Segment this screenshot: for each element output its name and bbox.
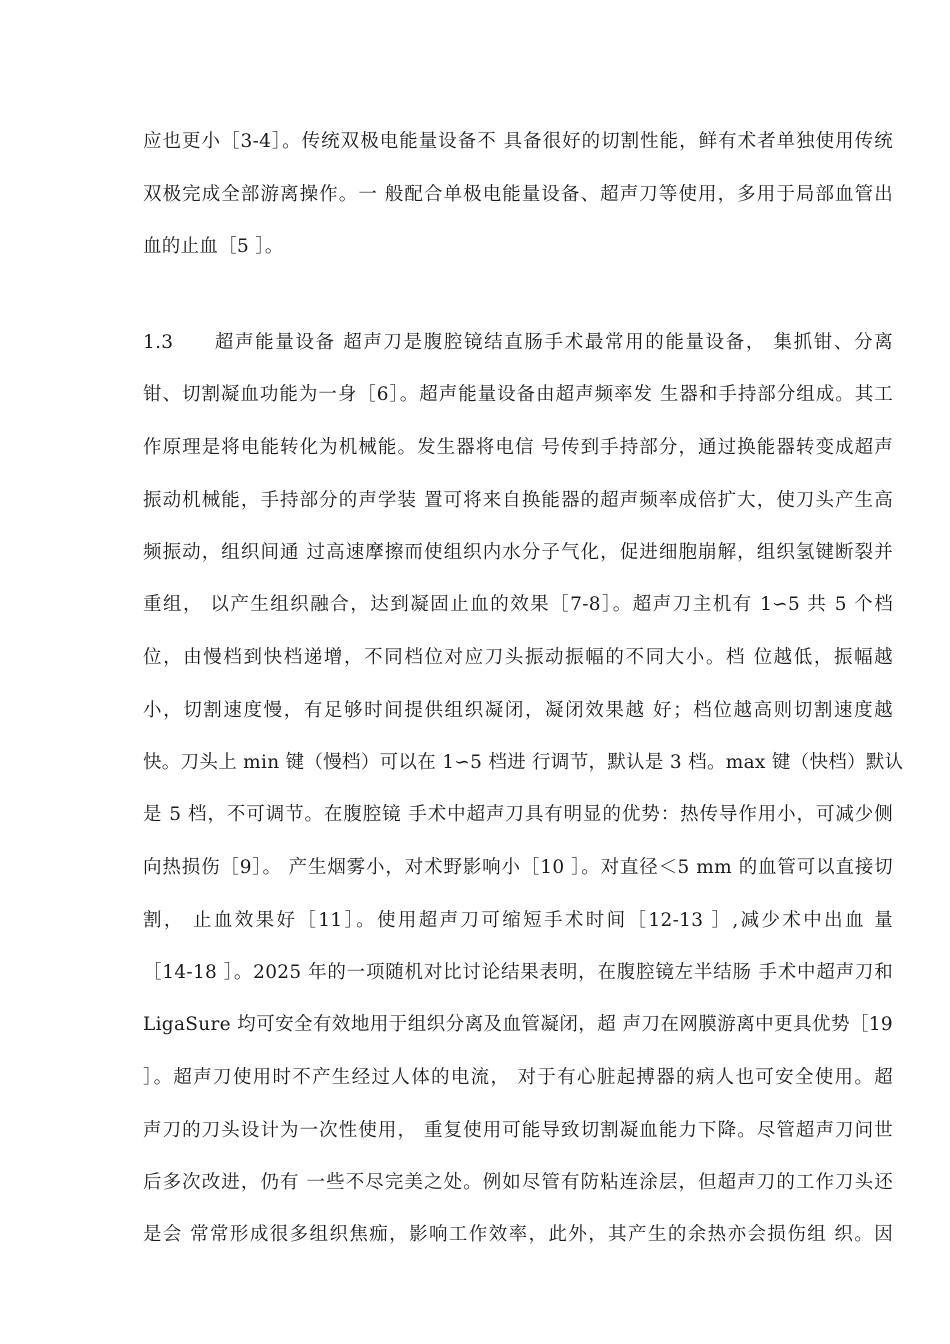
text-line: 后多次改进，仍有 一些不尽完美之处。例如尽管有防粘连涂层，但超声刀的工作刀头还 — [143, 1172, 893, 1193]
text-line: LigaSure 均可安全有效地用于组织分离及血管凝闭，超 声刀在网膜游离中更具优势［19 — [143, 1014, 893, 1035]
section-heading-line: 1.3 超声能量设备 超声刀是腹腔镜结直肠手术最常用的能量设备， 集抓钳、分离 — [143, 332, 893, 353]
text-line: ］。超声刀使用时不产生经过人体的电流， 对于有心脏起搏器的病人也可安全使用。超 — [143, 1067, 893, 1088]
text-line: 振动机械能，手持部分的声学装 置可将来自换能器的超声频率成倍扩大，使刀头产生高 — [143, 490, 893, 511]
text-line: 小，切割速度慢，有足够时间提供组织凝闭，凝闭效果越 好；档位越高则切割速度越 — [143, 700, 893, 721]
text-line: 血的止血［5 ］。 — [143, 236, 284, 257]
text-line: ［14-18 ］。2025 年的一项随机对比讨论结果表明，在腹腔镜左半结肠 手术中超声刀和 — [143, 962, 893, 983]
text-line: 向热损伤［9］。 产生烟雾小，对术野影响小［10 ］。对直径＜5 mm 的血管可以直接切 — [143, 857, 893, 878]
text-line: 频振动，组织间通 过高速摩擦而使组织内水分子气化，促进细胞崩解，组织氢键断裂并 — [143, 542, 893, 563]
text-line: 双极完成全部游离操作。一 般配合单极电能量设备、超声刀等使用，多用于局部血管出 — [143, 184, 893, 205]
text-line: 钳、切割凝血功能为一身［6］。超声能量设备由超声频率发 生器和手持部分组成。其工 — [143, 384, 893, 405]
text-line: 快。刀头上 min 键（慢档）可以在 1∽5 档进 行调节，默认是 3 档。max 键（快档）默认 — [143, 752, 904, 773]
text-line: 是 5 档，不可调节。在腹腔镜 手术中超声刀具有明显的优势：热传导作用小，可减少侧 — [143, 804, 893, 825]
text-line: 重组， 以产生组织融合，达到凝固止血的效果［7-8］。超声刀主机有 1∽5 共 5 个档 — [143, 594, 893, 615]
text-line: 作原理是将电能转化为机械能。发生器将电信 号传到手持部分，通过换能器转变成超声 — [143, 437, 893, 458]
text-line: 位，由慢档到快档递增，不同档位对应刀头振动振幅的不同大小。档 位越低，振幅越 — [143, 647, 893, 668]
text-line: 应也更小［3-4］。传统双极电能量设备不 具备很好的切割性能，鲜有术者单独使用传统 — [143, 131, 893, 152]
text-line: 割， 止血效果好［11］。使用超声刀可缩短手术时间［12-13 ］,减少术中出血 量 — [143, 910, 893, 931]
text-line: 是会 常常形成很多组织焦痂，影响工作效率，此外，其产生的余热亦会损伤组 织。因 — [143, 1224, 893, 1245]
text-line: 声刀的刀头设计为一次性使用， 重复使用可能导致切割凝血能力下降。尽管超声刀问世 — [143, 1120, 893, 1141]
